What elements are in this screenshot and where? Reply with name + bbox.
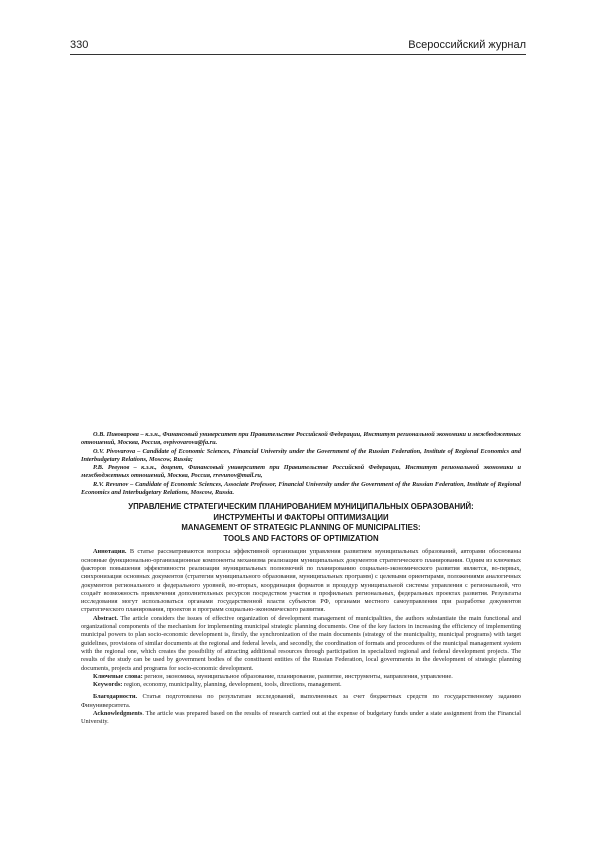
annotation-label: Аннотация. <box>93 548 127 556</box>
title-en-line-1: MANAGEMENT OF STRATEGIC PLANNING OF MUNICIPALITIES: <box>181 523 421 533</box>
thanks-ru-text: Статья подготовлена по результатам исследований, выполненных за счет бюджетных средств по государственному заданию Финуниверситета. <box>81 693 522 709</box>
author-info-ru-1: О.В. Пивоварова – к.э.н., Финансовый университет при Правительстве Российской Федерации, Институт региональной экономики и межбюджетных отношений, Москва, Россия, ovpivovarova@fa.ru. <box>81 431 521 447</box>
title-ru-line-1: УПРАВЛЕНИЕ СТРАТЕГИЧЕСКИМ ПЛАНИРОВАНИЕМ МУНИЦИПАЛЬНЫХ ОБРАЗОВАНИЙ: <box>128 502 474 512</box>
author-info-ru-2: Р.В. Ревунов – к.э.н., доцент, Финансовый университет при Правительстве Российской Федерации, Институт региональной экономики и межбюджетных отношений, Москва, Россия, rrevunov@mail.ru, <box>81 464 521 480</box>
abstract-label: Abstract. <box>93 614 119 622</box>
annotation-paragraph <box>81 548 521 614</box>
thanks-en-paragraph <box>81 710 521 727</box>
article-front-matter <box>81 431 521 727</box>
header-rule <box>70 54 526 55</box>
title-en-line-2: TOOLS AND FACTORS OF OPTIMIZATION <box>223 533 379 543</box>
keywords-ru-text: регион, экономика, муниципальное образование, планирование, развитие, инструменты, направления, управление. <box>144 672 453 680</box>
keywords-ru-paragraph <box>81 673 521 681</box>
thanks-en-text: . The article was prepared based on the results of research carried out at the expense of budgetary funds under a state assignment from the Financial University. <box>81 710 521 726</box>
thanks-ru-label: Благодарности. <box>93 693 138 701</box>
page-number: 330 <box>70 39 89 51</box>
thanks-en-label: Acknowledgments <box>93 710 143 718</box>
keywords-en-paragraph <box>81 681 521 689</box>
annotation-text: В статье рассматриваются вопросы эффективной организации управления развитием муниципальных образований, авторами обоснованы основные функционально-организационные компоненты механизма реализации муниципальных документов стратегического планирования. Одним из ключевых факторов повышения эффективности реализации муниципальных полномочий по планированию социально-экономического развития является, во-первых, синхронизация основных документов (стратегии муниципального образования, муниципальных программ) с целевыми ориентирами, положениями аналогичных документов регионального и федерального уровней, во-вторых, координация форматов и процедур муниципальной системы управления с региональной, что создаёт возможность привлечения дополнительных ресурсов посредством участия в профильных региональных, федеральных проектах развития. Результаты исследования могут использоваться органами государственной власти субъектов РФ, органами местного самоуправления при разработке документов стратегического планирования, проектов и программ социально-экономического развития. <box>81 548 521 614</box>
journal-title: Всероссийский журнал <box>408 39 526 51</box>
thanks-ru-paragraph <box>81 693 521 710</box>
article-title <box>81 502 521 544</box>
abstract-text: The article considers the issues of effective organization of development management of municipalities, the authors substantiate the main functional and organizational components of the mechanism for implementing municipal strategic planning documents. One of the key factors in increasing the efficiency of implementing municipal powers to plan socio-economic development is, firstly, the synchronization of the main documents (strategy of the municipality, municipal programs) with target guidelines, provisions of similar documents at the regional and federal levels, and secondly, the coordination of formats and procedures of the municipal management system with the regional one, which creates the possibility of attracting additional resources through participation in specialized regional and federal development projects. The results of the study can be used by government bodies of the constituent entities of the Russian Federation, local governments in the development of strategic planning documents, projects and programs for socio-economic development. <box>81 614 521 672</box>
abstract-paragraph <box>81 615 521 673</box>
author-info-en-1: O.V. Pivovarova – Candidate of Economic Sciences, Financial University under the Government of the Russian Federation, Institute of Regional Economics and Interbudgetary Relations, Moscow, Russia; <box>81 447 521 463</box>
keywords-en-text: region, economy, municipality, planning, development, tools, directions, management. <box>123 681 342 689</box>
keywords-ru-label: Ключевые слова: <box>93 672 143 680</box>
author-info-en-2: R.V. Revunov – Candidate of Economic Sciences, Associate Professor, Financial University under the Government of the Russian Federation, Institute of Regional Economics and Interbudgetary Relations, Moscow, Russia. <box>81 480 521 497</box>
title-ru-line-2: ИНСТРУМЕНТЫ И ФАКТОРЫ ОПТИМИЗАЦИИ <box>213 512 389 522</box>
running-header <box>70 38 526 52</box>
keywords-en-label: Keywords: <box>93 681 123 689</box>
